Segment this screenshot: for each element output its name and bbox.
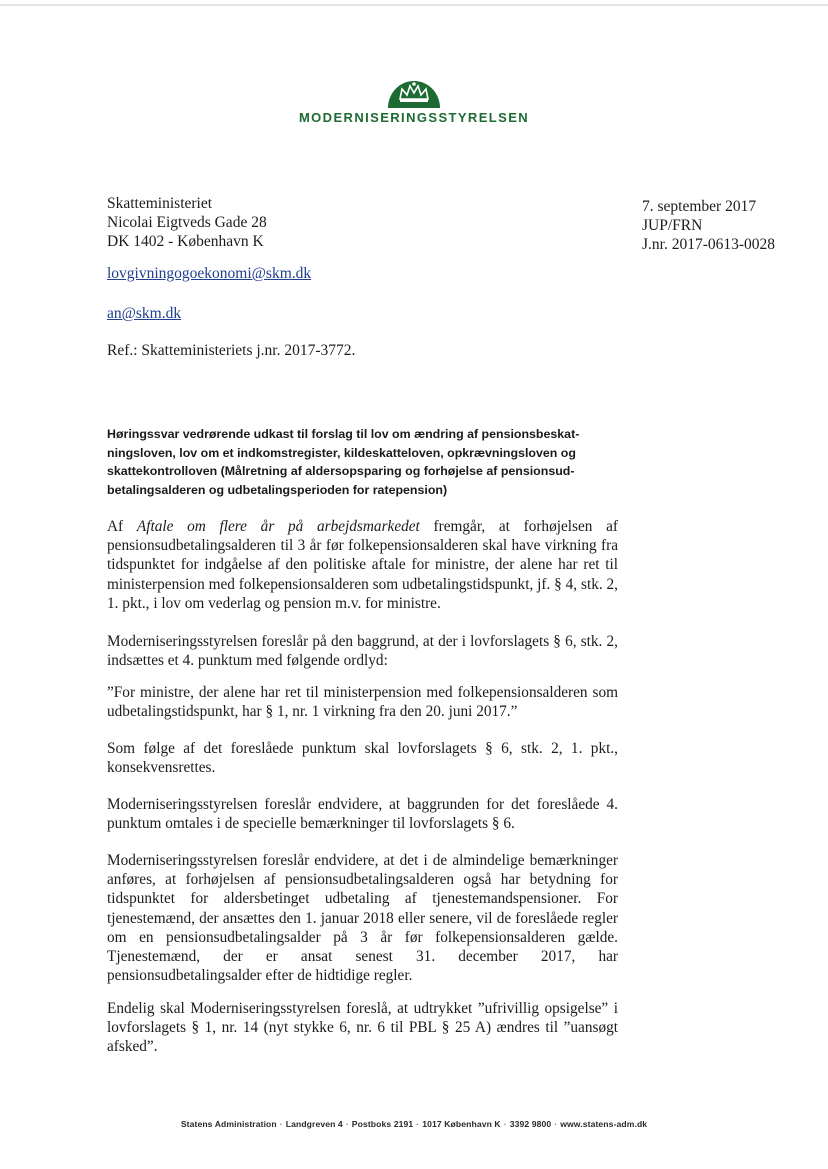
body-paragraph xyxy=(107,517,618,613)
footer-city: 1017 København K xyxy=(422,1119,501,1129)
recipient-address xyxy=(107,194,267,251)
email-link-lovgivning[interactable]: lovgivningogoekonomi@skm.dk xyxy=(107,265,312,282)
journal-number: J.nr. 2017-0613-0028 xyxy=(642,236,776,253)
paragraph-text: fremgår, at forhøjelsen af pensionsudbetalingsalderen til 3 år før folkepensionsalderen skal have virkning fra tidspunktet for indgåelse af den politiske aftale for ministre, der alene har ret til ministerpension med folkepensionsalderen som udbetalingstidspunkt, jf. § 4, stk. 2, 1. pkt., i lov om vederlag og pension m.v. for ministre. xyxy=(107,518,619,612)
body-paragraph: Moderniseringsstyrelsen foreslår endvidere, at det i de almindelige bemærkninger anføres, at forhøjelsen af pensionsudbetalingsalderen også har betydning for tidspunktet for aldersbetinget udbetaling af tjenestemandspensioner. For tjenestemænd, der ansættes den 1. januar 2018 eller senere, vil de foreslåede regler om en pensionsudbetalingsalder på 3 år før folkepensionsalderen gælde. Tjenestemænd, der er ansat senest 31. december 2017, har pensionsudbetalingsalder efter de hidtidige regler. xyxy=(107,852,618,985)
footer-phone: 3392 9800 xyxy=(509,1119,552,1129)
email-link-an[interactable]: an@skm.dk xyxy=(107,305,182,322)
proposed-wording-quote: ”For ministre, der alene har ret til ministerpension med folkepensionsalderen som udbetalingstidspunkt, har § 1, nr. 1 virkning fra den 20. juni 2017.” xyxy=(107,684,618,721)
recipient-line: Nicolai Eigtveds Gade 28 xyxy=(107,214,267,231)
recipient-line: DK 1402 - København K xyxy=(107,233,264,250)
subject-line: betalingsalderen og udbetalingsperioden for ratepension) xyxy=(107,482,448,497)
body-paragraph: Moderniseringsstyrelsen foreslår endvidere, at baggrunden for det foreslåede 4. punktum omtales i de specielle bemærkninger til lovforslagets § 6. xyxy=(107,796,618,833)
recipient-line: Skatteministeriet xyxy=(107,195,213,212)
crown-icon xyxy=(386,78,442,108)
subject-line: ningsloven, lov om et indkomstregister, kildeskatteloven, opkrævningsloven og xyxy=(107,445,576,460)
letterhead-logo xyxy=(0,78,828,125)
agency-name: MODERNISERINGSSTYRELSEN xyxy=(298,110,530,125)
body-paragraph: Moderniseringsstyrelsen foreslår på den baggrund, at der i lovforslagets § 6, stk. 2, indsættes et 4. punktum med følgende ordlyd: xyxy=(107,633,618,670)
subject-line: skattekontrolloven (Målretning af aldersopsparing og forhøjelse af pensionsud- xyxy=(107,464,575,478)
reference-line: Ref.: Skatteministeriets j.nr. 2017-3772. xyxy=(107,342,356,359)
body-paragraph: Som følge af det foreslåede punktum skal lovforslagets § 6, stk. 2, 1. pkt., konsekvensrettes. xyxy=(107,740,618,777)
letter-subject xyxy=(107,425,619,499)
footer-pobox: Postboks 2191 xyxy=(351,1119,414,1129)
footer-website[interactable]: www.statens-adm.dk xyxy=(560,1119,648,1129)
footer-org: Statens Administration xyxy=(180,1119,277,1129)
scan-edge-line xyxy=(0,4,828,6)
letter-meta xyxy=(642,197,775,254)
letter-initials: JUP/FRN xyxy=(642,217,703,234)
footer-street: Landgreven 4 xyxy=(285,1119,343,1129)
letter-footer: Statens Administration · Landgreven 4 · Postboks 2191 · 1017 København K · 3392 9800 · www.statens-adm.dk xyxy=(180,1119,648,1129)
subject-line: Høringssvar vedrørende udkast til forslag til lov om ændring af pensionsbeskat- xyxy=(107,427,580,441)
paragraph-intro: Af xyxy=(107,518,137,535)
letter-date: 7. september 2017 xyxy=(642,198,757,215)
agreement-title: Aftale om flere år på arbejdsmarkedet xyxy=(136,518,420,535)
body-paragraph: Endelig skal Moderniseringsstyrelsen foreslå, at udtrykket ”ufrivillig opsigelse” i lovforslagets § 1, nr. 14 (nyt stykke 6, nr. 6 til PBL § 25 A) ændres til ”uansøgt afsked”. xyxy=(107,1000,618,1056)
